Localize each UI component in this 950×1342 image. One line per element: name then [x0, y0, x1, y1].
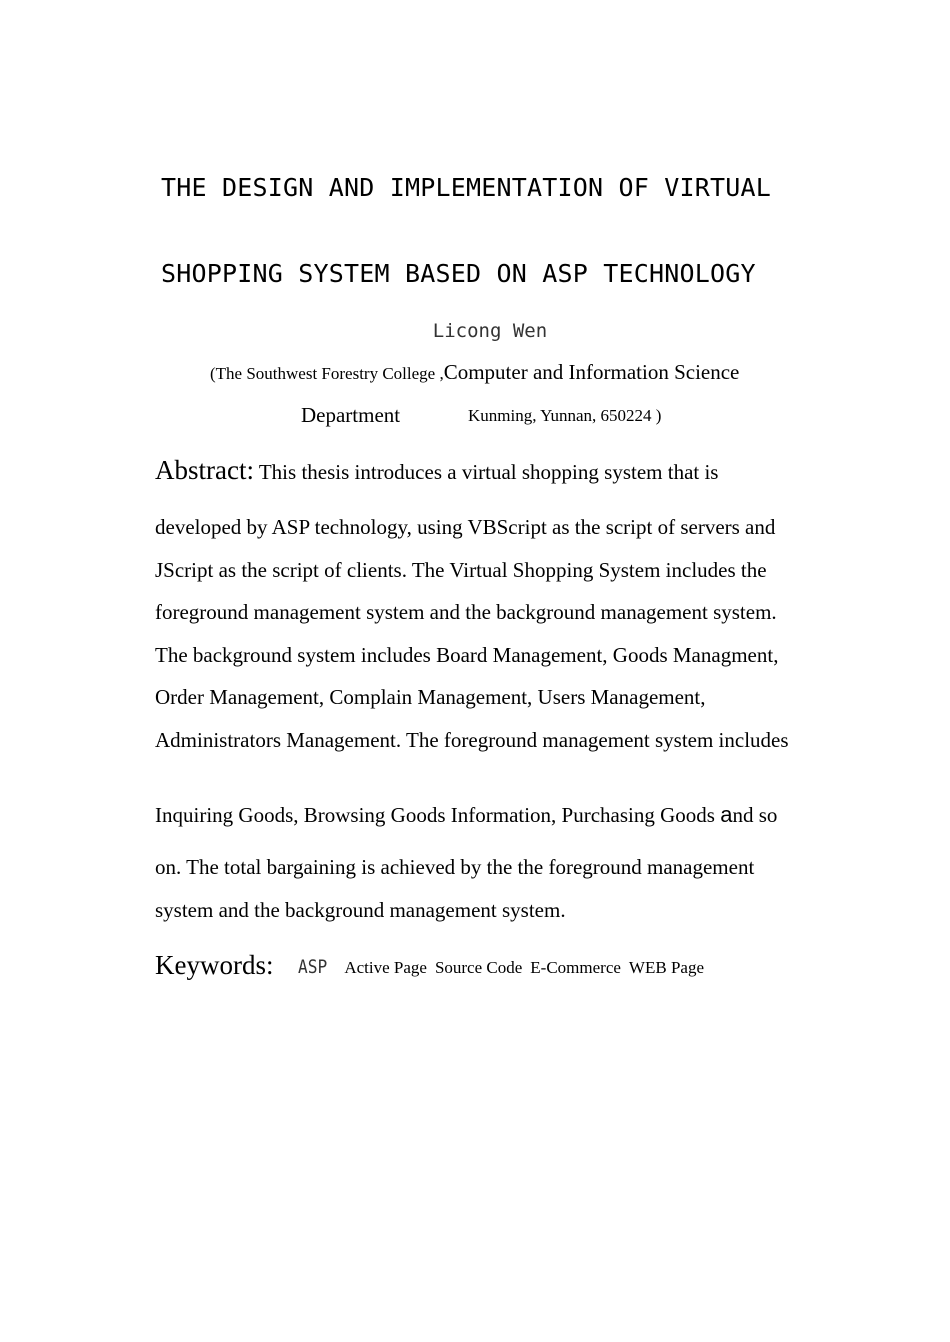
abstract-text-line: JScript as the script of clients. The Virtual Shopping System includes the	[155, 558, 767, 582]
abstract-text-line: system and the background management system.	[155, 898, 566, 922]
keywords-list	[298, 956, 712, 978]
abstract-text-line: on. The total bargaining is achieved by the the foreground management	[155, 855, 755, 879]
abstract-text-line: This thesis introduces a virtual shopping system that is	[253, 460, 719, 484]
abstract-text-line: developed by ASP technology, using VBScript as the script of servers and	[155, 515, 776, 539]
title-line-1: THE DESIGN AND IMPLEMENTATION OF VIRTUAL	[161, 173, 772, 202]
affiliation-college: (The Southwest Forestry College ,	[210, 364, 444, 383]
affiliation-department: Department	[301, 403, 401, 427]
abstract-text-segment: nd so	[732, 803, 778, 827]
title-line-2: SHOPPING SYSTEM BASED ON ASP TECHNOLOGY	[161, 259, 756, 288]
keyword: WEB Page	[628, 958, 704, 977]
author-name: Licong Wen	[432, 320, 548, 342]
abstract-text-line	[155, 802, 777, 828]
affiliation-line-1	[210, 360, 739, 385]
abstract-text-segment: a	[720, 802, 733, 827]
keyword: E-Commerce	[530, 958, 621, 977]
abstract-label: Abstract:	[155, 455, 254, 485]
abstract-first-line	[155, 455, 718, 486]
keywords-label: Keywords:	[155, 950, 274, 980]
keywords-heading	[155, 950, 273, 981]
keyword: Source Code	[434, 958, 523, 977]
affiliation-location: Kunming, Yunnan, 650224 )	[468, 406, 662, 425]
abstract-text-line: Administrators Management. The foreground management system includes	[155, 728, 789, 752]
abstract-text-line: foreground management system and the background management system.	[155, 600, 777, 624]
abstract-text-line: The background system includes Board Management, Goods Managment,	[155, 643, 779, 667]
keyword: ASP	[298, 956, 328, 978]
affiliation-dept-name: Computer and Information Science	[443, 360, 740, 384]
abstract-text-line: Order Management, Complain Management, Users Management,	[155, 685, 706, 709]
keyword: Active Page	[344, 958, 427, 977]
abstract-text-segment: Inquiring Goods, Browsing Goods Information, Purchasing Goods	[155, 803, 721, 827]
